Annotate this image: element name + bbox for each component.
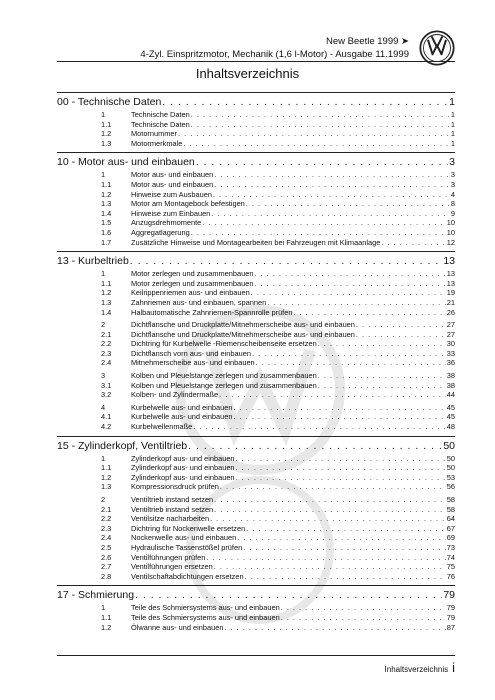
toc-entry-label: Ventiltrieb instand setzen (131, 495, 214, 504)
toc-entry-label: Ventilsitze nacharbeiten (131, 514, 210, 524)
footer (385, 660, 455, 675)
toc-leader (224, 623, 445, 632)
toc-leader (188, 440, 442, 452)
toc-entry-row[interactable] (57, 533, 455, 543)
toc-entry-number: 2.3 (101, 523, 112, 533)
toc-entry-row[interactable] (57, 218, 455, 228)
toc-entry-number: 1 (101, 453, 106, 463)
toc-entry-page: 13 (446, 269, 455, 279)
toc-entry-label: Ventilführungen prüfen (131, 552, 206, 562)
toc-entry-page: 1 (450, 138, 455, 148)
toc-section (57, 92, 455, 148)
toc-entry-number: 2.6 (101, 552, 112, 562)
toc-entry-page: 44 (446, 390, 455, 400)
toc-entry-number: 2.7 (101, 562, 112, 572)
toc-entry-page: 21 (446, 297, 455, 307)
toc-entry-number: 2.8 (101, 571, 112, 581)
toc-entry-row[interactable] (57, 505, 455, 515)
toc-leader (213, 190, 450, 199)
toc-leader (236, 454, 446, 463)
toc-chapter-label: 00 - Technische Daten (57, 96, 162, 108)
toc-entry-row[interactable] (57, 572, 455, 582)
toc-entry-number: 1.2 (101, 129, 112, 139)
toc-chapter-label: 13 - Kurbeltrieb (57, 255, 129, 268)
toc-entry-number: 1.4 (101, 208, 112, 218)
toc-entry-page: 45 (446, 402, 455, 412)
toc-entry-page: 64 (446, 514, 455, 524)
toc-entry-page: 1 (450, 119, 455, 129)
toc-leader (267, 298, 446, 307)
toc-entry-number: 3.2 (101, 390, 112, 400)
toc-entry-number: 1.1 (101, 463, 112, 473)
toc-entry-label: Motor zerlegen und zusammenbauen (131, 269, 254, 279)
toc-entry-label: Kurbelwelle aus- und einbauen (131, 412, 233, 422)
toc-entry-label: Motor zerlegen und zusammenbauen (131, 278, 254, 288)
toc-entry-row[interactable] (57, 454, 455, 464)
toc-leader (183, 139, 450, 148)
toc-leader (130, 255, 443, 267)
header-model: New Beetle 1999 ➤ (326, 36, 409, 47)
toc-leader (356, 330, 446, 339)
toc-leader (191, 110, 450, 119)
toc-entry-label: Kurbelwellenmaße (131, 422, 193, 432)
toc-entry-page: 8 (450, 199, 455, 209)
toc-entry-label: Technische Daten (131, 110, 190, 119)
toc-entry-row[interactable] (57, 180, 455, 190)
toc-entry-page: 10 (446, 227, 455, 237)
toc-entry-page: 50 (446, 453, 455, 463)
toc-entry-page: 26 (446, 307, 455, 317)
toc-entry-row[interactable] (57, 339, 455, 349)
toc-entry-label: Dichtring für Kurbelwelle -Riemenscheibenseite ersetzen (131, 339, 317, 349)
toc-entry-label: Kurbelwelle aus- und einbauen (131, 402, 233, 412)
toc-leader (256, 358, 446, 367)
toc-entry-page: 33 (446, 348, 455, 358)
toc-entry-page: 74 (446, 552, 455, 562)
toc-chapter-label: 15 - Zylinderkopf, Ventiltrieb (57, 439, 188, 452)
toc-entry-row[interactable] (57, 473, 455, 483)
toc-entry-row[interactable] (57, 110, 455, 120)
toc-entry-number: 1 (101, 269, 106, 279)
toc-leader (206, 553, 445, 562)
toc-leader (318, 371, 446, 380)
toc-entry-row[interactable] (57, 422, 455, 432)
toc-entry-row[interactable] (57, 139, 455, 149)
toc-leader (234, 412, 446, 421)
toc-entry-label: Ventilführungen ersetzen (131, 562, 213, 572)
toc-leader (234, 403, 446, 412)
toc-entry-number: 1 (101, 110, 106, 119)
toc-leader (236, 473, 446, 482)
toc-entry-number: 1.1 (101, 612, 112, 622)
toc-leader (254, 269, 445, 278)
toc-entry-page: 79 (446, 612, 455, 622)
toc-entry-label: Zylinderkopf aus- und einbauen (131, 463, 235, 473)
toc-entry-page: 3 (450, 170, 455, 180)
toc-entry-page: 45 (446, 412, 455, 422)
toc-leader (214, 505, 446, 514)
toc-entry-row[interactable] (57, 412, 455, 422)
toc-entry-number: 1.3 (101, 297, 112, 307)
toc-leader (236, 463, 446, 472)
toc-entry-row[interactable] (57, 603, 455, 613)
toc-entry-number: 1 (101, 170, 106, 180)
toc-entry-row[interactable] (57, 524, 455, 534)
toc-entry-page: 10 (446, 218, 455, 228)
footer-page-number: i (452, 660, 455, 675)
toc-chapter-page: 1 (449, 96, 455, 108)
toc-leader (293, 308, 445, 317)
toc-entry-number: 1.2 (101, 622, 112, 632)
toc-entry-page: 3 (450, 179, 455, 189)
toc-entry-row[interactable] (57, 120, 455, 130)
toc-leader (246, 524, 446, 533)
toc-leader (281, 613, 446, 622)
toc-entry-page: 73 (446, 542, 455, 552)
toc-entry-label: Zylinderkopf aus- und einbauen (131, 453, 235, 463)
toc-leader (214, 562, 446, 571)
toc-entry-row[interactable] (57, 562, 455, 572)
toc-entry-number: 2 (101, 320, 106, 330)
toc-entry-label: Zusätzliche Hinweise und Montagearbeiten bei Fahrzeugen mit Klimaanlage (131, 237, 381, 247)
toc-leader (178, 129, 450, 138)
toc-entry-number: 2.1 (101, 504, 112, 514)
toc-entry-label: Motornummer (131, 129, 177, 139)
toc-leader (252, 349, 446, 358)
toc-entry-number: 2.5 (101, 542, 112, 552)
toc-entry-row[interactable] (57, 129, 455, 139)
table-of-contents (57, 92, 455, 636)
toc-entry-number: 1.3 (101, 138, 112, 148)
toc-leader (193, 422, 446, 431)
toc-leader (318, 381, 446, 390)
toc-chapter-page: 79 (443, 589, 455, 602)
toc-entry-label: Anzugsdrehmomente (131, 218, 202, 228)
toc-entry-number: 1.5 (101, 218, 112, 228)
toc-entry-number: 1.1 (101, 119, 112, 129)
toc-entry-number: 1.6 (101, 227, 112, 237)
toc-entry-number: 1 (101, 603, 106, 613)
toc-entry-label: Nockenwelle aus- und einbauen (131, 533, 237, 543)
toc-entry-page: 27 (446, 329, 455, 339)
toc-entry-page: 19 (446, 288, 455, 298)
toc-entry-row[interactable] (57, 170, 455, 180)
toc-entry-row[interactable] (57, 320, 455, 330)
toc-entry-label: Motormerkmale (131, 138, 183, 148)
toc-entry-page: 53 (446, 472, 455, 482)
toc-chapter-page: 50 (443, 439, 455, 452)
toc-entry-number: 2 (101, 495, 106, 504)
toc-entry-page: 9 (450, 208, 455, 218)
toc-leader (251, 288, 446, 297)
toc-entry-page: 87 (446, 622, 455, 632)
toc-entry-row[interactable] (57, 199, 455, 209)
toc-leader (210, 514, 446, 523)
toc-entry-number: 3.1 (101, 380, 112, 390)
toc-entry-number: 1.2 (101, 189, 112, 199)
toc-leader (196, 156, 448, 168)
toc-leader (356, 320, 446, 329)
toc-entry-number: 1.1 (101, 179, 112, 189)
toc-chapter-page: 13 (443, 255, 455, 268)
toc-leader (318, 339, 446, 348)
toc-entry-page: 1 (450, 129, 455, 139)
toc-entry-number: 1.3 (101, 199, 112, 209)
toc-entry-label: Kolben- und Zylindermaße (131, 390, 219, 400)
toc-entry-page: 38 (446, 380, 455, 390)
toc-entry-page: 58 (446, 504, 455, 514)
toc-entry-row[interactable] (57, 403, 455, 413)
toc-entry-row[interactable] (57, 381, 455, 391)
toc-chapter-row[interactable] (57, 156, 455, 170)
toc-section (57, 436, 455, 582)
toc-entry-label: Dichtflansche und Druckplatte/Mitnehmerscheibe aus- und einbauen (131, 329, 355, 339)
toc-entry-row[interactable] (57, 463, 455, 473)
toc-entry-number: 1.3 (101, 482, 112, 492)
toc-entry-page: 48 (446, 422, 455, 432)
toc-entry-row[interactable] (57, 209, 455, 219)
toc-leader (202, 218, 446, 227)
toc-entry-label: Teile des Schmiersystems aus- und einbauen (131, 612, 280, 622)
toc-entry-row[interactable] (57, 298, 455, 308)
toc-entry-number: 1.4 (101, 307, 112, 317)
toc-entry-number: 1.1 (101, 278, 112, 288)
toc-entry-page: 38 (446, 371, 455, 381)
toc-entry-label: Ventiltrieb instand setzen (131, 504, 214, 514)
footer-label: Inhaltsverzeichnis (384, 665, 449, 674)
toc-entry-label: Keilrippenriemen aus- und einbauen (131, 288, 250, 298)
toc-entry-page: 30 (446, 339, 455, 349)
toc-entry-row[interactable] (57, 495, 455, 505)
toc-chapter-row[interactable] (57, 589, 455, 603)
toc-entry-label: Motor aus- und einbauen (131, 179, 214, 189)
toc-entry-page: 67 (446, 523, 455, 533)
toc-leader (243, 543, 446, 552)
toc-entry-label: Teile des Schmiersystems aus- und einbauen (131, 603, 280, 613)
toc-entry-label: Ventilschaftabdichtungen ersetzen (131, 571, 244, 581)
toc-leader (254, 279, 445, 288)
toc-entry-label: Aggregatlagerung (131, 227, 190, 237)
toc-leader (214, 170, 450, 179)
toc-chapter-page: 3 (449, 156, 455, 169)
toc-leader (214, 180, 450, 189)
header-subtitle: 4-Zyl. Einspritzmotor, Mechanik (1,6 l-Motor) - Ausgabe 11.1999 (140, 49, 409, 60)
toc-entry-page: 12 (446, 237, 455, 247)
toc-entry-label: Hinweise zum Ausbauen (131, 189, 212, 199)
toc-chapter-row[interactable] (57, 440, 455, 454)
toc-entry-page: 4 (450, 189, 455, 199)
toc-leader (237, 533, 446, 542)
footer-divider (57, 655, 455, 656)
toc-entry-label: Halbautomatische Zahnriemen-Spannrolle prüfen (131, 307, 293, 317)
toc-entry-number: 4.2 (101, 422, 112, 432)
toc-entry-page: 56 (446, 482, 455, 492)
toc-entry-row[interactable] (57, 190, 455, 200)
toc-entry-row[interactable] (57, 288, 455, 298)
toc-leader (220, 482, 446, 491)
toc-entry-label: Dichtflansche und Druckplatte/Mitnehmerscheibe aus- und einbauen (131, 320, 355, 330)
toc-leader (246, 199, 450, 208)
toc-entry-page: 27 (446, 320, 455, 330)
toc-chapter-label: 10 - Motor aus- und einbauen (57, 156, 195, 169)
toc-entry-number: 2.1 (101, 329, 112, 339)
toc-entry-label: Kolben und Pleuelstange zerlegen und zusammenbauen (131, 371, 317, 381)
toc-section (57, 152, 455, 247)
toc-leader (191, 228, 446, 237)
toc-entry-page: 79 (446, 603, 455, 613)
header-divider (57, 61, 455, 62)
toc-entry-row[interactable] (57, 330, 455, 340)
toc-entry-page: 75 (446, 562, 455, 572)
toc-entry-label: Motor am Montagebock befestigen (131, 199, 245, 209)
toc-entry-label: Hinweise zum Einbauen (131, 208, 211, 218)
toc-entry-row[interactable] (57, 390, 455, 400)
toc-leader (191, 120, 450, 129)
toc-leader (211, 209, 450, 218)
toc-entry-row[interactable] (57, 514, 455, 524)
toc-entry-row[interactable] (57, 358, 455, 368)
toc-entry-label: Ölwanne aus- und einbauen (131, 622, 224, 632)
toc-entry-number: 2.2 (101, 514, 112, 524)
toc-entry-label: Mitnehmerscheibe aus- und einbauen (131, 358, 255, 368)
toc-entry-page: 76 (446, 571, 455, 581)
toc-leader (135, 589, 442, 601)
toc-chapter-row[interactable] (57, 96, 455, 110)
toc-leader (245, 572, 446, 581)
toc-entry-page: 13 (446, 278, 455, 288)
toc-entry-row[interactable] (57, 543, 455, 553)
toc-entry-page: 69 (446, 533, 455, 543)
toc-entry-number: 2.4 (101, 533, 112, 543)
vw-logo-icon (419, 30, 455, 66)
toc-entry-number: 1.2 (101, 472, 112, 482)
toc-entry-label: Dichtring für Nockenwelle ersetzen (131, 523, 246, 533)
toc-entry-page: 1 (450, 110, 455, 119)
toc-entry-row[interactable] (57, 279, 455, 289)
toc-section (57, 251, 455, 432)
toc-entry-label: Zylinderkopf aus- und einbauen (131, 472, 235, 482)
toc-entry-page: 50 (446, 463, 455, 473)
toc-leader (214, 495, 446, 504)
toc-entry-number: 1.7 (101, 237, 112, 247)
toc-entry-label: Dichtflansch vorn aus- und einbauen (131, 348, 251, 358)
toc-entry-page: 58 (446, 495, 455, 504)
toc-leader (381, 238, 445, 247)
toc-entry-row[interactable] (57, 371, 455, 381)
toc-chapter-label: 17 - Schmierung (57, 589, 135, 602)
page-title: Inhaltsverzeichnis (195, 66, 300, 81)
toc-entry-page: 36 (446, 358, 455, 368)
toc-entry-number: 2.4 (101, 358, 112, 368)
toc-leader (162, 96, 448, 108)
toc-entry-row[interactable] (57, 228, 455, 238)
toc-entry-label: Kompressionsdruck prüfen (131, 482, 219, 492)
toc-entry-row[interactable] (57, 482, 455, 492)
toc-entry-number: 2.3 (101, 348, 112, 358)
toc-entry-number: 1.2 (101, 288, 112, 298)
toc-entry-row[interactable] (57, 269, 455, 279)
toc-entry-number: 2.2 (101, 339, 112, 349)
toc-entry-number: 4.1 (101, 412, 112, 422)
toc-leader (281, 603, 446, 612)
toc-leader (219, 390, 446, 399)
toc-entry-row[interactable] (57, 553, 455, 563)
toc-section (57, 585, 455, 632)
toc-entry-number: 4 (101, 402, 106, 412)
toc-entry-row[interactable] (57, 238, 455, 248)
toc-entry-label: Motor aus- und einbauen (131, 170, 214, 180)
toc-entry-label: Hydraulische Tassenstößel prüfen (131, 542, 243, 552)
toc-entry-row[interactable] (57, 349, 455, 359)
toc-entry-row[interactable] (57, 623, 455, 633)
toc-entry-number: 3 (101, 371, 106, 381)
toc-entry-row[interactable] (57, 308, 455, 318)
toc-entry-label: Zahnriemen aus- und einbauen, spannen (131, 297, 267, 307)
toc-entry-label: Technische Daten (131, 119, 190, 129)
toc-entry-label: Kolben und Pleuelstange zerlegen und zusammenbauen (131, 380, 317, 390)
toc-chapter-row[interactable] (57, 255, 455, 269)
toc-entry-row[interactable] (57, 613, 455, 623)
